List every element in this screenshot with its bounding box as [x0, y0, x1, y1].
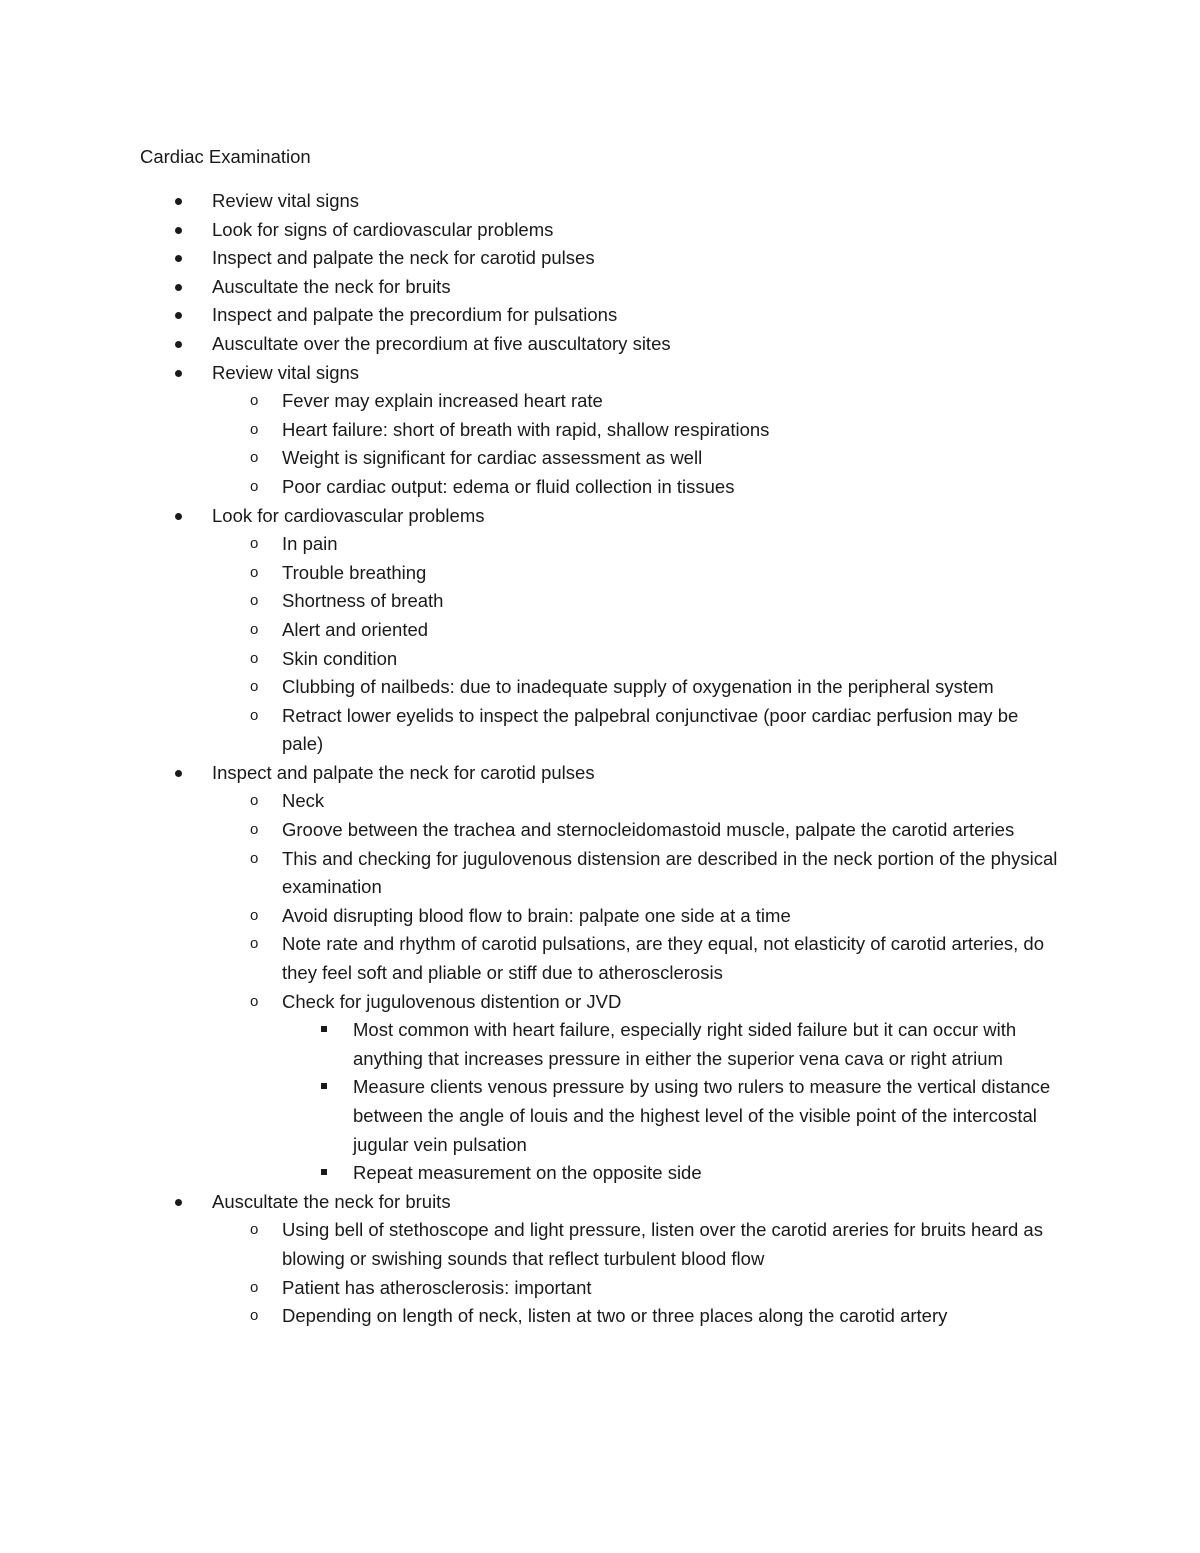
bullet-circle-icon: o: [250, 649, 259, 667]
bullet-circle-icon: o: [250, 706, 259, 724]
list-item-text: Using bell of stethoscope and light pressure, listen over the carotid areries for bruits heard as blowing or swishing sounds that reflect turbulent blood flow: [282, 1219, 1043, 1269]
list-item-text: Inspect and palpate the neck for carotid pulses: [212, 761, 595, 783]
list-item-level-2: [0, 530, 1062, 559]
bullet-circle-icon: o: [250, 935, 259, 953]
list-item-text: This and checking for jugulovenous distension are described in the neck portion of the physical examination: [282, 847, 1058, 898]
list-item-level-1: [0, 216, 1062, 245]
list-item-text: Alert and oriented: [282, 618, 429, 640]
bullet-circle-icon: o: [250, 849, 259, 867]
list-item-text: Inspect and palpate the neck for carotid pulses: [212, 247, 595, 269]
list-item-level-1: [0, 301, 1062, 330]
list-item-text: In pain: [282, 533, 338, 555]
list-item-text: Fever may explain increased heart rate: [282, 390, 603, 412]
list-item-level-2: [0, 930, 1062, 987]
list-item-level-2: [0, 645, 1062, 674]
bullet-circle-icon: o: [250, 1278, 259, 1296]
list-item-level-1: [0, 359, 1062, 388]
bullet-square-icon: [319, 1073, 331, 1101]
bullet-disc-icon: [172, 330, 184, 358]
list-item-text: Shortness of breath: [282, 590, 444, 612]
list-item-text: Review vital signs: [212, 190, 360, 211]
list-item-text: Check for jugulovenous distention or JVD: [282, 990, 622, 1012]
list-item-level-2: [0, 473, 1062, 502]
bullet-circle-icon: o: [250, 678, 259, 696]
bullet-circle-icon: o: [250, 477, 259, 495]
bullet-circle-icon: o: [250, 563, 259, 581]
list-item-level-2: [0, 845, 1062, 902]
bullet-circle-icon: o: [250, 792, 259, 810]
bullet-circle-icon: o: [250, 535, 259, 553]
list-item-text: Patient has atherosclerosis: important: [282, 1276, 592, 1298]
list-item-text: Retract lower eyelids to inspect the palpebral conjunctivae (poor cardiac perfusion may be pale): [282, 704, 1019, 755]
bullet-circle-icon: o: [250, 1307, 259, 1325]
list-item-text: Review vital signs: [212, 361, 360, 383]
bullet-disc-icon: [172, 187, 184, 215]
list-item-text: Inspect and palpate the precordium for pulsations: [212, 304, 618, 326]
list-item-level-1: [0, 1188, 1062, 1217]
bullet-disc-icon: [172, 359, 184, 387]
bullet-circle-icon: o: [250, 821, 259, 839]
bullet-square-icon: [319, 1016, 331, 1044]
list-item-text: Groove between the trachea and sternocleidomastoid muscle, palpate the carotid arteries: [282, 819, 1015, 841]
list-item-level-1: [0, 273, 1062, 302]
page-title: Cardiac Examination: [140, 146, 311, 167]
list-item-level-2: [0, 444, 1062, 473]
list-item-text: Most common with heart failure, especially right sided failure but it can occur with anything that increases pressure in either the superior vena cava or right atrium: [353, 1019, 1017, 1069]
list-item-text: Heart failure: short of breath with rapid, shallow respirations: [282, 418, 770, 440]
list-item-text: Measure clients venous pressure by using two rulers to measure the vertical distance between the angle of louis and the highest level of the visible point of the intercostal jugular vein pulsation: [353, 1076, 1051, 1155]
bullet-circle-icon: o: [250, 420, 259, 438]
list-item-text: Look for cardiovascular problems: [212, 504, 485, 526]
list-item-level-2: [0, 616, 1062, 645]
bullet-circle-icon: o: [250, 992, 259, 1010]
list-item-level-3: [0, 1073, 1063, 1159]
list-item-level-1: [0, 759, 1062, 788]
list-item-level-2: [0, 902, 1062, 931]
bullet-circle-icon: o: [250, 620, 259, 638]
bullet-disc-icon: [172, 216, 184, 244]
list-item-level-2: [0, 988, 1062, 1017]
list-item-text: Weight is significant for cardiac assessment as well: [282, 447, 703, 469]
list-item-text: Auscultate the neck for bruits: [212, 1190, 451, 1212]
bullet-circle-icon: o: [250, 392, 259, 410]
bullet-disc-icon: [172, 1188, 184, 1216]
list-item-level-1: [0, 502, 1062, 531]
list-item-level-2: [0, 673, 1062, 702]
list-item-text: Repeat measurement on the opposite side: [353, 1162, 702, 1184]
list-item-text: Note rate and rhythm of carotid pulsations, are they equal, not elasticity of carotid arteries, do they feel soft and pliable or stiff due to atherosclerosis: [282, 933, 1044, 984]
list-item-level-3: [0, 1016, 1063, 1073]
list-item-text: Clubbing of nailbeds: due to inadequate supply of oxygenation in the peripheral system: [282, 676, 994, 698]
bullet-disc-icon: [172, 301, 184, 329]
list-item-level-2: [0, 1216, 1062, 1273]
list-item-level-2: [0, 587, 1062, 616]
bullet-circle-icon: o: [250, 1221, 259, 1239]
bullet-disc-icon: [172, 244, 184, 272]
list-item-text: Auscultate over the precordium at five auscultatory sites: [212, 332, 671, 354]
list-item-level-1: [0, 244, 1062, 273]
list-item-text: Avoid disrupting blood flow to brain: palpate one side at a time: [282, 904, 791, 926]
bullet-circle-icon: o: [250, 449, 259, 467]
list-item-text: Poor cardiac output: edema or fluid collection in tissues: [282, 475, 735, 497]
list-item-level-1: [0, 330, 1062, 359]
list-item-text: Look for signs of cardiovascular problems: [212, 218, 554, 240]
list-item-level-3: [0, 1159, 1063, 1188]
list-item-text: Trouble breathing: [282, 561, 427, 583]
bullet-disc-icon: [172, 759, 184, 787]
list-item-level-2: [0, 816, 1062, 845]
bullet-circle-icon: o: [250, 592, 259, 610]
list-item-level-2: [0, 416, 1062, 445]
bullet-disc-icon: [172, 502, 184, 530]
list-item-level-1: [0, 187, 1062, 216]
list-item-text: Auscultate the neck for bruits: [212, 275, 451, 297]
list-item-text: Depending on length of neck, listen at two or three places along the carotid artery: [282, 1305, 948, 1327]
bullet-list: [0, 187, 1200, 1331]
list-item-level-2: [0, 1274, 1062, 1303]
list-item-level-2: [0, 559, 1062, 588]
list-item-level-2: [0, 1302, 1062, 1331]
list-item-level-2: [0, 387, 1062, 416]
bullet-disc-icon: [172, 273, 184, 301]
bullet-square-icon: [319, 1159, 331, 1187]
list-item-text: Skin condition: [282, 647, 398, 669]
list-item-level-2: [0, 702, 1062, 759]
list-item-text: Neck: [282, 790, 325, 812]
bullet-circle-icon: o: [250, 906, 259, 924]
list-item-level-2: [0, 787, 1062, 816]
